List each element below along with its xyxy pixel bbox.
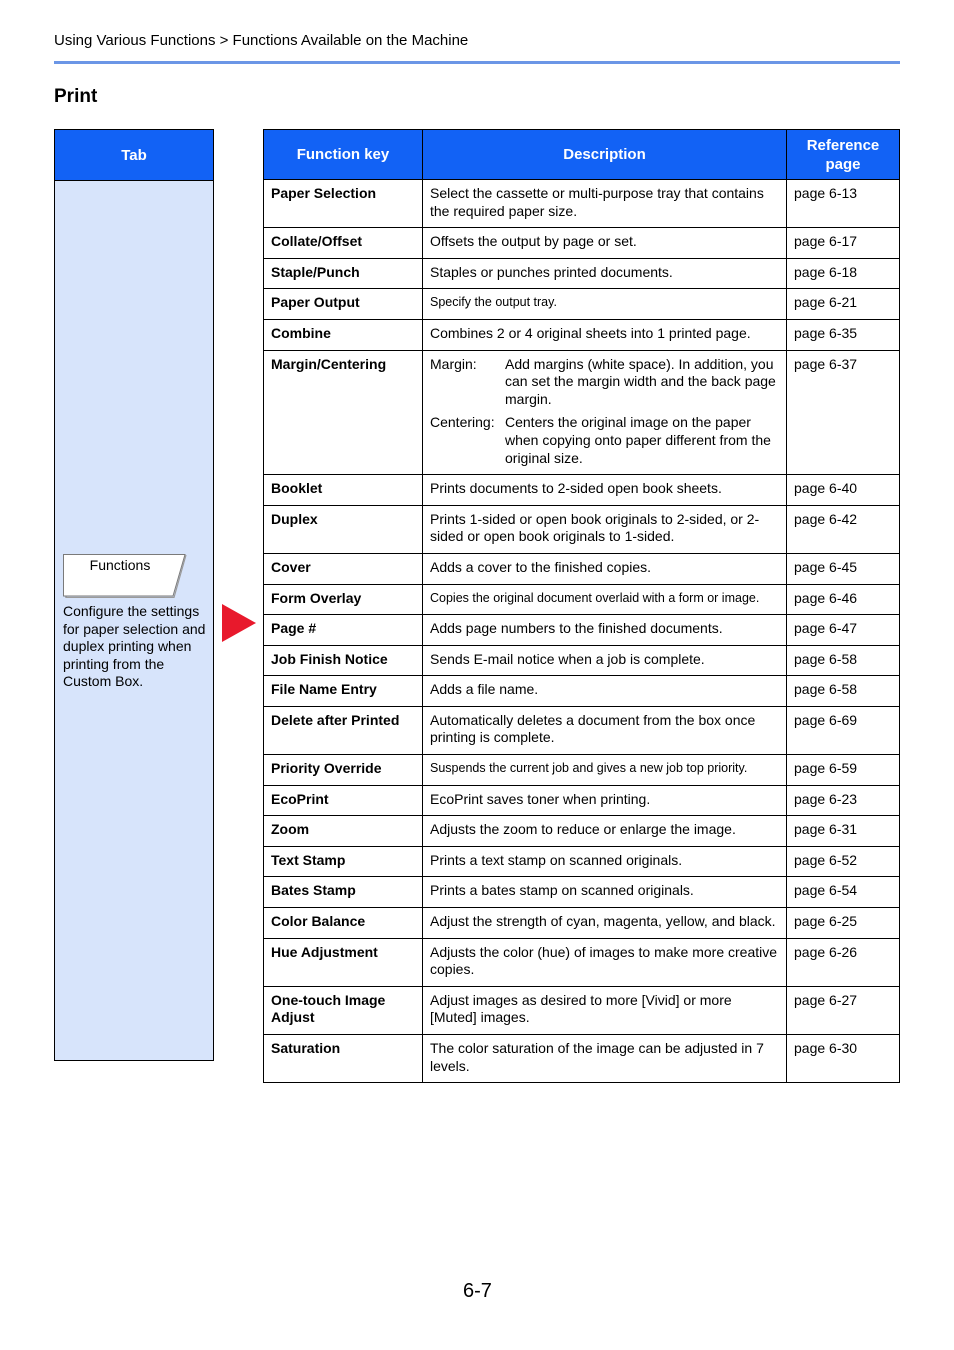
reference-page: page 6-45 [787,553,900,584]
reference-page: page 6-13 [787,180,900,228]
reference-page: page 6-26 [787,938,900,986]
reference-page: page 6-18 [787,258,900,289]
function-description: EcoPrint saves toner when printing. [423,785,787,816]
function-key: Duplex [264,505,423,553]
reference-page: page 6-21 [787,289,900,320]
centering-label: Centering: [430,414,495,431]
table-row [264,180,900,228]
reference-page: page 6-42 [787,505,900,553]
table-row [264,1035,900,1083]
reference-page: page 6-54 [787,877,900,908]
reference-page: page 6-25 [787,908,900,939]
function-key: Booklet [264,475,423,506]
function-description: Sends E-mail notice when a job is complete. [423,645,787,676]
function-description: Adds page numbers to the finished documents. [423,615,787,646]
pointer-arrow-icon [222,604,256,647]
function-key: Saturation [264,1035,423,1083]
function-description: The color saturation of the image can be adjusted in 7 levels. [423,1035,787,1083]
function-description [423,350,787,475]
table-row [264,319,900,350]
function-description: Adjusts the zoom to reduce or enlarge the image. [423,816,787,847]
margin-entry [430,356,779,409]
breadcrumb: Using Various Functions > Functions Available on the Machine [54,32,469,49]
function-description: Select the cassette or multi-purpose tray that contains the required paper size. [423,180,787,228]
reference-page: page 6-59 [787,755,900,786]
function-key: Text Stamp [264,846,423,877]
table-row [264,645,900,676]
table-row [264,846,900,877]
table-row [264,615,900,646]
section-title: Print [54,86,98,107]
function-description: Adjust the strength of cyan, magenta, yellow, and black. [423,908,787,939]
table-row [264,228,900,259]
margin-text: Add margins (white space). In addition, you can set the margin width and the back page margin. [505,355,776,407]
function-description: Combines 2 or 4 original sheets into 1 printed page. [423,319,787,350]
table-row [264,986,900,1034]
table-row [264,505,900,553]
table-row [264,350,900,475]
reference-page: page 6-27 [787,986,900,1034]
table-header-row [264,130,900,180]
function-key: File Name Entry [264,676,423,707]
table-row [264,706,900,754]
function-key: Bates Stamp [264,877,423,908]
column-header-function-key: Function key [264,130,423,180]
table-row [264,877,900,908]
table-row [264,938,900,986]
reference-page: page 6-31 [787,816,900,847]
tab-description: Configure the settings for paper selection and duplex printing when printing from the Custom Box. [63,603,206,690]
function-key: Priority Override [264,755,423,786]
table-row [264,584,900,615]
function-key: Page # [264,615,423,646]
function-key: Zoom [264,816,423,847]
function-description: Staples or punches printed documents. [423,258,787,289]
table-row [264,755,900,786]
reference-page: page 6-58 [787,676,900,707]
table-row [264,553,900,584]
function-description: Prints a bates stamp on scanned originals. [423,877,787,908]
reference-page: page 6-69 [787,706,900,754]
function-description: Offsets the output by page or set. [423,228,787,259]
function-key: Hue Adjustment [264,938,423,986]
function-description: Adds a cover to the finished copies. [423,553,787,584]
function-description: Prints documents to 2-sided open book sheets. [423,475,787,506]
reference-page: page 6-23 [787,785,900,816]
functions-tab-label: Functions [89,557,151,573]
header-rule [54,61,900,64]
function-key: Paper Selection [264,180,423,228]
function-key: Delete after Printed [264,706,423,754]
tab-column-header: Tab [55,130,213,181]
function-key: EcoPrint [264,785,423,816]
function-key: Combine [264,319,423,350]
function-description: Automatically deletes a document from the box once printing is complete. [423,706,787,754]
table-row [264,908,900,939]
function-key: Color Balance [264,908,423,939]
table-row [264,676,900,707]
function-key: Margin/Centering [264,350,423,475]
reference-page: page 6-35 [787,319,900,350]
reference-page: page 6-47 [787,615,900,646]
table-row [264,816,900,847]
reference-page: page 6-17 [787,228,900,259]
reference-page: page 6-37 [787,350,900,475]
function-key: One-touch Image Adjust [264,986,423,1034]
function-description: Suspends the current job and gives a new job top priority. [423,755,787,786]
table-row [264,475,900,506]
column-header-description: Description [423,130,787,180]
margin-label: Margin: [430,355,477,372]
function-key: Staple/Punch [264,258,423,289]
page-number: 6-7 [463,1280,492,1302]
reference-page: page 6-46 [787,584,900,615]
function-description: Adjusts the color (hue) of images to make more creative copies. [423,938,787,986]
function-description: Copies the original document overlaid with a form or image. [423,584,787,615]
reference-page: page 6-30 [787,1035,900,1083]
table-row [264,289,900,320]
function-description: Specify the output tray. [423,289,787,320]
function-table [263,129,900,1083]
function-key: Collate/Offset [264,228,423,259]
function-key: Cover [264,553,423,584]
centering-entry [430,414,779,467]
reference-page: page 6-40 [787,475,900,506]
function-description: Adjust images as desired to more [Vivid] or more [Muted] images. [423,986,787,1034]
column-header-reference: Reference page [787,130,900,180]
centering-text: Centers the original image on the paper when copying onto paper different from the original size. [505,414,771,466]
function-key: Paper Output [264,289,423,320]
tab-column [54,129,214,1061]
reference-page: page 6-58 [787,645,900,676]
function-key: Job Finish Notice [264,645,423,676]
table-row [264,258,900,289]
function-description: Adds a file name. [423,676,787,707]
table-row [264,785,900,816]
function-key: Form Overlay [264,584,423,615]
functions-tab[interactable] [63,554,187,598]
function-description: Prints 1-sided or open book originals to 2-sided, or 2-sided or open book originals to 1-sided. [423,505,787,553]
reference-page: page 6-52 [787,846,900,877]
function-description: Prints a text stamp on scanned originals. [423,846,787,877]
